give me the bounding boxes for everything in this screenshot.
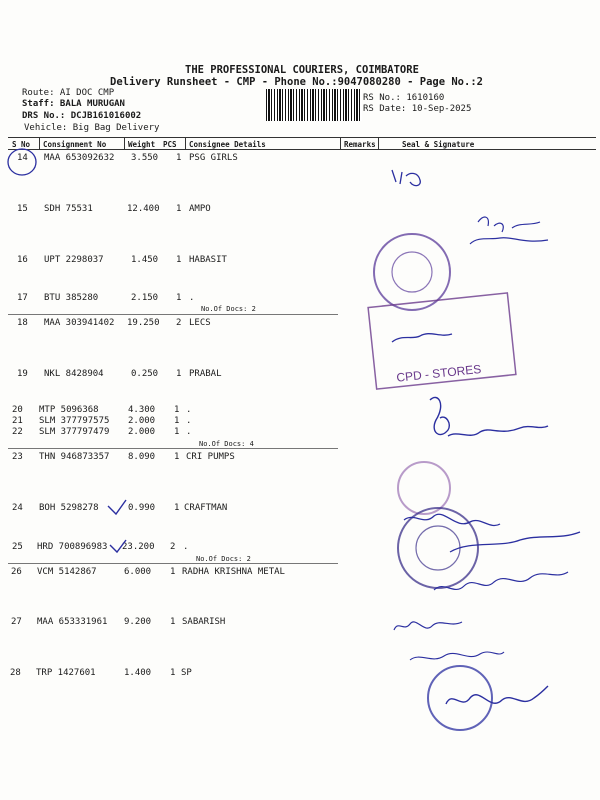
round-stamp	[398, 462, 450, 514]
row-consignment: THN 946873357	[39, 452, 110, 462]
col-seal-signature: Seal & Signature	[402, 140, 475, 149]
row-consignee: .	[189, 293, 195, 303]
row-pcs: 1	[176, 369, 182, 379]
row-pcs: 2	[170, 542, 176, 552]
handwritten-number	[410, 652, 504, 660]
row-sno: 28	[10, 668, 21, 678]
row-weight: 2.000	[128, 427, 156, 437]
staff-label: Staff: BALA MURUGAN	[22, 99, 125, 109]
handwritten-number	[434, 572, 568, 590]
row-weight: 12.400	[127, 204, 160, 214]
handwritten-note	[470, 217, 548, 244]
row-consignee: AMPO	[189, 204, 211, 214]
row-weight: 8.090	[128, 452, 156, 462]
row-consignee: .	[186, 405, 192, 415]
row-sno: 19	[17, 369, 28, 379]
cpd-stamp-text: CPD - STORES	[395, 361, 482, 385]
row-sno: 24	[12, 503, 23, 513]
row-pcs: 1	[176, 293, 182, 303]
row-consignment: SLM 377797575	[39, 416, 110, 426]
row-consignee: .	[186, 416, 192, 426]
signature-mark	[394, 622, 462, 630]
row-consignee: RADHA KRISHNA METAL	[182, 567, 285, 577]
col-pcs: PCS	[163, 140, 177, 149]
row-sno: 15	[17, 204, 28, 214]
row-consignment: BTU 385280	[44, 293, 99, 303]
row-pcs: 1	[174, 452, 180, 462]
row-weight: 0.990	[128, 503, 156, 513]
row-sno: 20	[12, 405, 23, 415]
row-consignment: SDH 75531	[44, 204, 93, 214]
row-consignee: SP	[181, 668, 192, 678]
row-consignment: MTP 5096368	[39, 405, 99, 415]
row-weight: 3.550	[131, 153, 159, 163]
round-stamp	[374, 234, 450, 310]
row-sno: 25	[12, 542, 23, 552]
row-consignment: SLM 377797479	[39, 427, 110, 437]
row-pcs: 1	[176, 255, 182, 265]
row-consignee: HABASIT	[189, 255, 227, 265]
row-weight: 2.150	[131, 293, 159, 303]
row-sno: 16	[17, 255, 28, 265]
drs-number: DRS No.: DCJB161016002	[22, 111, 142, 121]
row-consignee: PRABAL	[189, 369, 222, 379]
row-sno: 22	[12, 427, 23, 437]
row-consignment: BOH 5298278	[39, 503, 99, 513]
row-pcs: 1	[170, 567, 176, 577]
row-pcs: 1	[174, 427, 180, 437]
row-consignment: MAA 653092632	[44, 153, 115, 163]
row-sno: 14	[17, 153, 28, 163]
row-consignee: PSG GIRLS	[189, 153, 238, 163]
round-stamp	[428, 666, 492, 730]
docs-note: No.Of Docs: 2	[201, 305, 256, 313]
row-sno: 23	[12, 452, 23, 462]
signature-mark	[430, 397, 548, 436]
docs-note: No.Of Docs: 4	[199, 440, 254, 448]
row-pcs: 1	[174, 405, 180, 415]
row-weight: 4.300	[128, 405, 156, 415]
row-sno: 21	[12, 416, 23, 426]
round-stamp	[398, 508, 478, 588]
round-stamp-inner	[392, 252, 432, 292]
row-weight: 9.200	[124, 617, 152, 627]
rs-number: RS No.: 1610160	[363, 93, 445, 103]
row-weight: 23.200	[122, 542, 155, 552]
row-pcs: 1	[176, 204, 182, 214]
signature-mark	[392, 170, 420, 186]
col-consignment: Consignment No	[43, 140, 107, 149]
signature-mark	[446, 686, 548, 704]
col-remarks: Remarks	[344, 140, 376, 149]
row-weight: 1.450	[131, 255, 159, 265]
row-weight: 6.000	[124, 567, 152, 577]
runsheet-title: Delivery Runsheet - CMP - Phone No.:9047080280 - Page No.:2	[110, 76, 483, 88]
row-weight: 2.000	[128, 416, 156, 426]
signature-mark	[392, 334, 452, 342]
checkmark-icon	[108, 500, 126, 514]
row-pcs: 1	[170, 617, 176, 627]
col-sno: S No	[12, 140, 31, 149]
row-consignment: NKL 8428904	[44, 369, 104, 379]
row-consignee: SABARISH	[182, 617, 226, 627]
row-consignment: VCM 5142867	[37, 567, 97, 577]
row-consignment: MAA 653331961	[37, 617, 108, 627]
checkmark-icon	[110, 540, 126, 552]
row-pcs: 1	[170, 668, 176, 678]
row-pcs: 2	[176, 318, 182, 328]
ink-circle-mark	[8, 149, 36, 175]
row-pcs: 1	[174, 416, 180, 426]
row-sno: 26	[11, 567, 22, 577]
vehicle-label: Vehicle: Big Bag Delivery	[24, 123, 160, 133]
company-title: THE PROFESSIONAL COURIERS, COIMBATORE	[185, 64, 419, 76]
row-sno: 17	[17, 293, 28, 303]
row-consignment: UPT 2298037	[44, 255, 104, 265]
rs-date: RS Date: 10-Sep-2025	[363, 104, 472, 114]
row-pcs: 1	[174, 503, 180, 513]
route-label: Route: AI DOC CMP	[22, 88, 115, 98]
row-consignee: CRAFTMAN	[184, 503, 228, 513]
row-consignment: HRD 700896983	[37, 542, 108, 552]
row-consignee: LECS	[189, 318, 211, 328]
row-consignee: .	[186, 427, 192, 437]
row-weight: 19.250	[127, 318, 160, 328]
docs-note: No.Of Docs: 2	[196, 555, 251, 563]
row-consignee: CRI PUMPS	[186, 452, 235, 462]
row-weight: 0.250	[131, 369, 159, 379]
row-weight: 1.400	[124, 668, 152, 678]
row-sno: 18	[17, 318, 28, 328]
row-consignment: TRP 1427601	[36, 668, 96, 678]
row-pcs: 1	[176, 153, 182, 163]
round-stamp-inner	[416, 526, 460, 570]
signature-mark	[404, 514, 580, 552]
row-sno: 27	[11, 617, 22, 627]
col-weight: Weight	[128, 140, 156, 149]
col-consignee: Consignee Details	[189, 140, 266, 149]
row-consignment: MAA 303941402	[44, 318, 115, 328]
row-consignee: .	[183, 542, 189, 552]
